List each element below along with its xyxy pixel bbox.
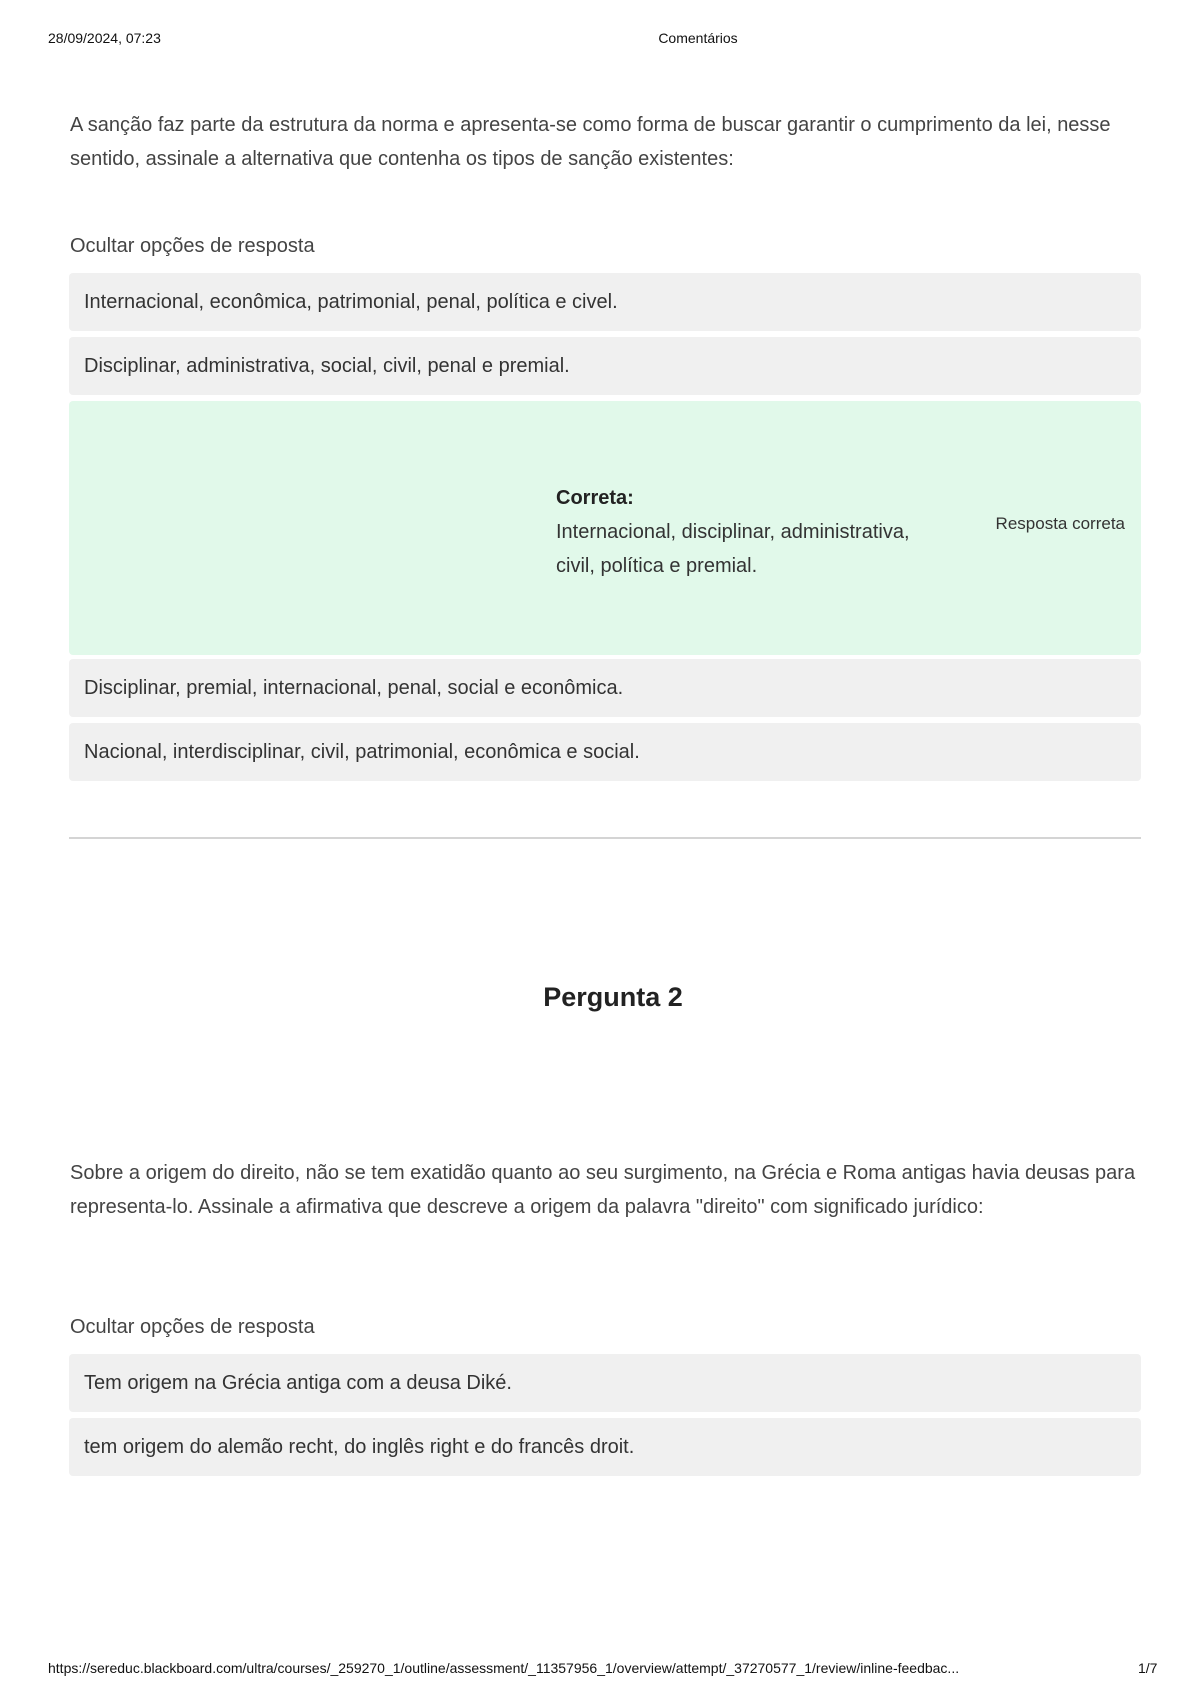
answer-option-q2-a[interactable]	[69, 1354, 1141, 1412]
question-2-heading: Pergunta 2	[543, 982, 683, 1012]
print-page-title: Comentários	[658, 30, 738, 46]
print-url: https://sereduc.blackboard.com/ultra/courses/_259270_1/outline/assessment/_11357956_1/overview/attempt/_37270577_1/review/inline-feedbac...	[48, 1660, 960, 1676]
hide-answer-options-link-q1[interactable]: Ocultar opções de resposta	[70, 235, 315, 257]
answer-option-label: Internacional, econômica, patrimonial, penal, política e civel.	[84, 290, 618, 313]
answer-option-q1-a[interactable]	[69, 273, 1141, 331]
correct-answer-block	[556, 481, 946, 583]
hide-answer-options-link-q2[interactable]: Ocultar opções de resposta	[70, 1316, 315, 1338]
print-footer	[0, 1660, 1200, 1680]
answer-option-label: Disciplinar, premial, internacional, penal, social e econômica.	[84, 676, 624, 699]
answer-option-label: tem origem do alemão recht, do inglês right e do francês droit.	[84, 1435, 635, 1458]
question-1-text: A sanção faz parte da estrutura da norma e apresenta-se como forma de buscar garantir o cumprimento da lei, nesse sentido, assinale a alternativa que contenha os tipos de sanção existentes:	[70, 114, 1111, 170]
answer-option-q1-c-correct[interactable]	[69, 401, 1141, 655]
answer-option-q1-d[interactable]	[69, 659, 1141, 717]
answer-option-label: Tem origem na Grécia antiga com a deusa Diké.	[84, 1371, 512, 1394]
answer-option-q1-b[interactable]	[69, 337, 1141, 395]
correct-answer-label: Correta:	[556, 487, 634, 509]
print-header	[0, 30, 1200, 50]
answer-option-q2-b[interactable]	[69, 1418, 1141, 1476]
answer-option-label: Disciplinar, administrativa, social, civil, penal e premial.	[84, 354, 570, 377]
correct-answer-badge: Resposta correta	[995, 514, 1125, 533]
question-2-text: Sobre a origem do direito, não se tem exatidão quanto ao seu surgimento, na Grécia e Roma antigas havia deusas para representa-lo. Assinale a afirmativa que descreve a origem da palavra "direito" com significado jurídico:	[70, 1162, 1136, 1218]
print-page-number: 1/7	[1138, 1660, 1158, 1676]
question-divider	[69, 837, 1141, 839]
answer-option-label: Nacional, interdisciplinar, civil, patrimonial, econômica e social.	[84, 740, 640, 763]
answer-option-label: Internacional, disciplinar, administrativa, civil, política e premial.	[556, 521, 910, 577]
answer-option-q1-e[interactable]	[69, 723, 1141, 781]
print-datetime: 28/09/2024, 07:23	[48, 30, 161, 46]
